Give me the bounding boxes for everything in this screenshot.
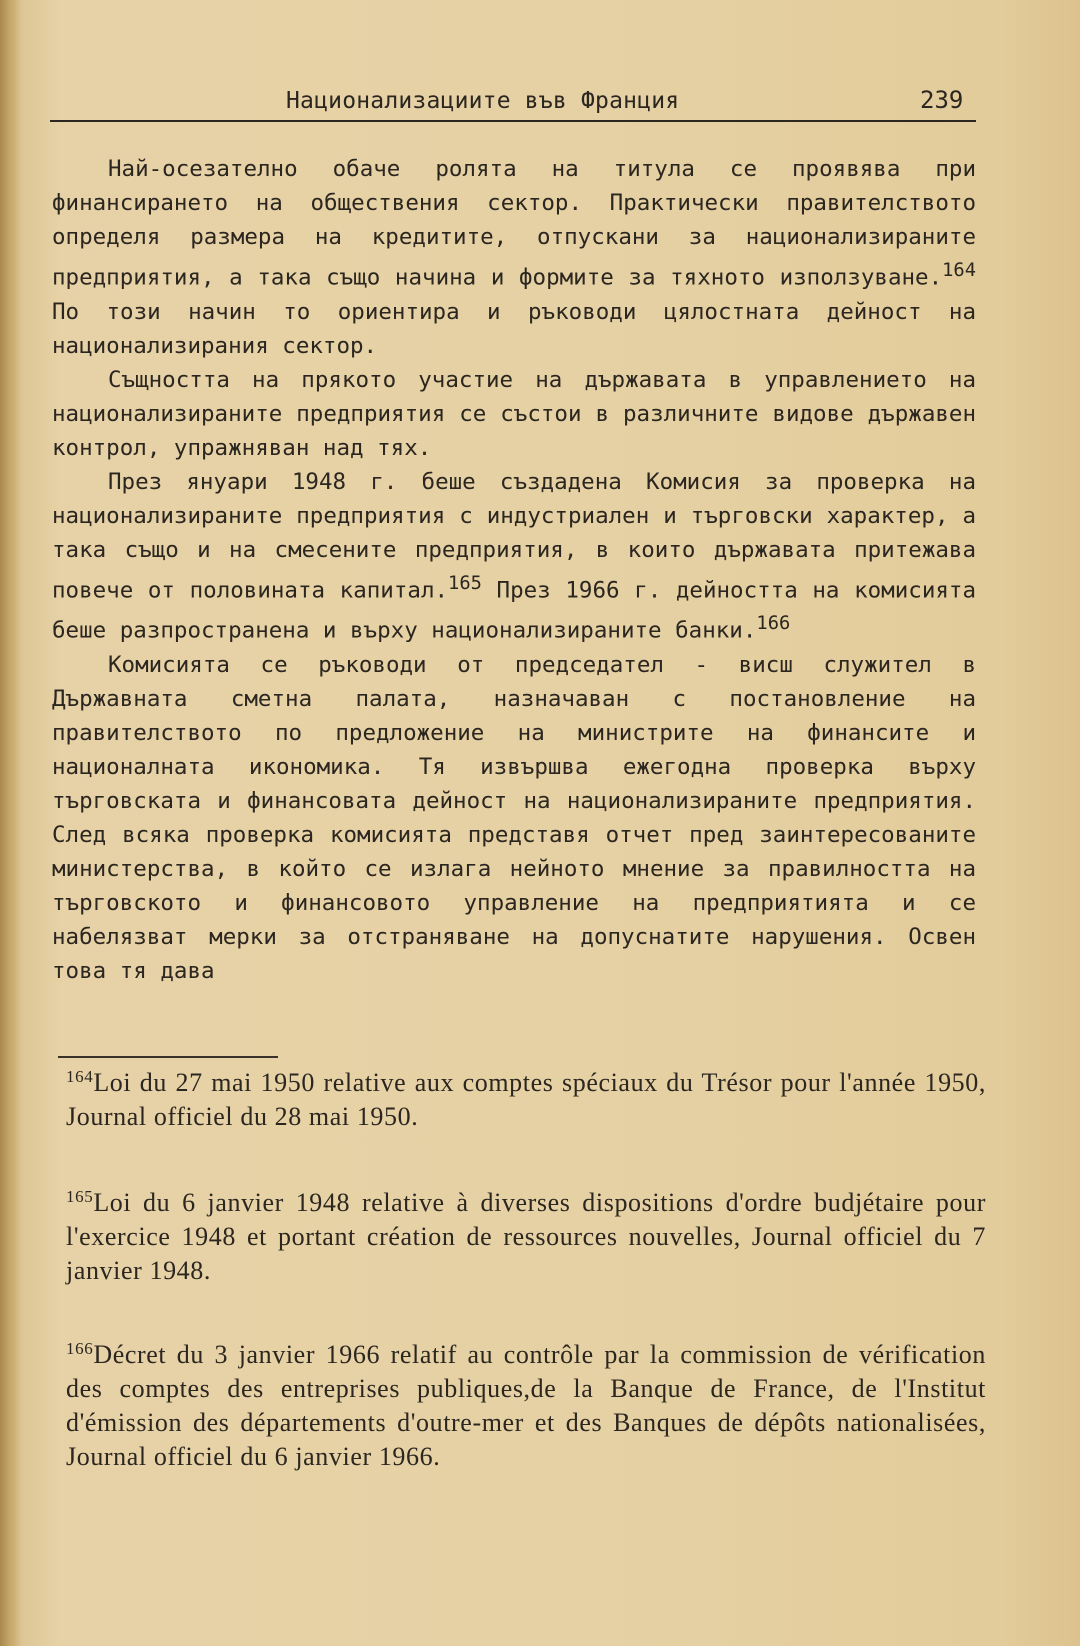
footnote-ref-164: 164 — [942, 260, 976, 281]
paragraph-3 — [52, 465, 976, 648]
footnote-165 — [66, 1186, 986, 1288]
footnote-text-165: Loi du 6 janvier 1948 relative à diverses dispositions d'ordre budjétaire pour l'exercice 1948 et portant création de ressources nouvelles, Journal officiel du 7 janvier 1948. — [66, 1188, 986, 1285]
paragraph-4-text: Комисията се ръководи от председател - висш служител в Държавната сметна палата, назначаван с постановление на правителството по предложение на министрите на финансите и националната икономика. Тя извършва ежегодна проверка върху търговската и финансовата дейност на национализираните предприятия. След всяка проверка комисията представя отчет пред заинтересованите министерства, в който се излага нейното мнение за правилността на търговското и финансовото управление на предприятията и се набелязват мерки за отстраняване на допуснатите нарушения. Освен това тя дава — [52, 651, 976, 984]
paragraph-4 — [52, 648, 976, 988]
footnote-164 — [66, 1066, 986, 1134]
page-header — [50, 84, 976, 122]
footnote-number-165: 165 — [66, 1187, 94, 1206]
paragraph-1 — [52, 152, 976, 363]
paragraph-2 — [52, 363, 976, 465]
paragraph-1-continuation: По този начин то ориентира и ръководи цялостната дейност на национализирания сектор. — [52, 298, 976, 359]
paragraph-1-text: Най-осезателно обаче ролята на титула се проявява при финансирането на обществения сектор. Практически правителството определя размера на кредитите, отпускани за национализираните предприятия, а така също начина и формите за тяхното използуване. — [52, 156, 976, 291]
footnote-text-164: Loi du 27 mai 1950 relative aux comptes spéciaux du Trésor pour l'année 1950, Journal officiel du 28 mai 1950. — [66, 1068, 986, 1131]
footnote-text-166: Décret du 3 janvier 1966 relatif au contrôle par la commission de vérification des comptes des entreprises publiques,de la Banque de France, de l'Institut d'émission des départements d'outre-mer et des Banques de dépôts nationalisées, Journal officiel du 6 janvier 1966. — [66, 1340, 986, 1471]
body-text — [52, 152, 976, 988]
paragraph-3-text: През януари 1948 г. беше създадена Комисия за проверка на национализираните предприятия с индустриален и търговски характер, а така също и на смесените предприятия, в които държавата притежава повече от половината капитал. — [52, 468, 976, 603]
paragraph-3-continuation: През 1966 г. дейността на комисията беше разпространена и върху национализираните банки. — [52, 577, 977, 644]
footnote-separator — [58, 1056, 278, 1058]
footnote-ref-166: 166 — [756, 613, 791, 634]
footnote-166 — [66, 1338, 986, 1474]
book-spine-shadow — [0, 0, 22, 1646]
footnote-number-166: 166 — [66, 1339, 94, 1358]
paragraph-2-text: Същността на прякото участие на държавата в управлението на национализираните предприятия се състои в различните видове държавен контрол, упражняван над тях. — [52, 366, 976, 461]
running-title: Национализациите във Франция — [286, 88, 680, 114]
footnote-number-164: 164 — [66, 1067, 94, 1086]
page-number: 239 — [920, 86, 964, 114]
footnote-ref-165: 165 — [448, 572, 482, 594]
